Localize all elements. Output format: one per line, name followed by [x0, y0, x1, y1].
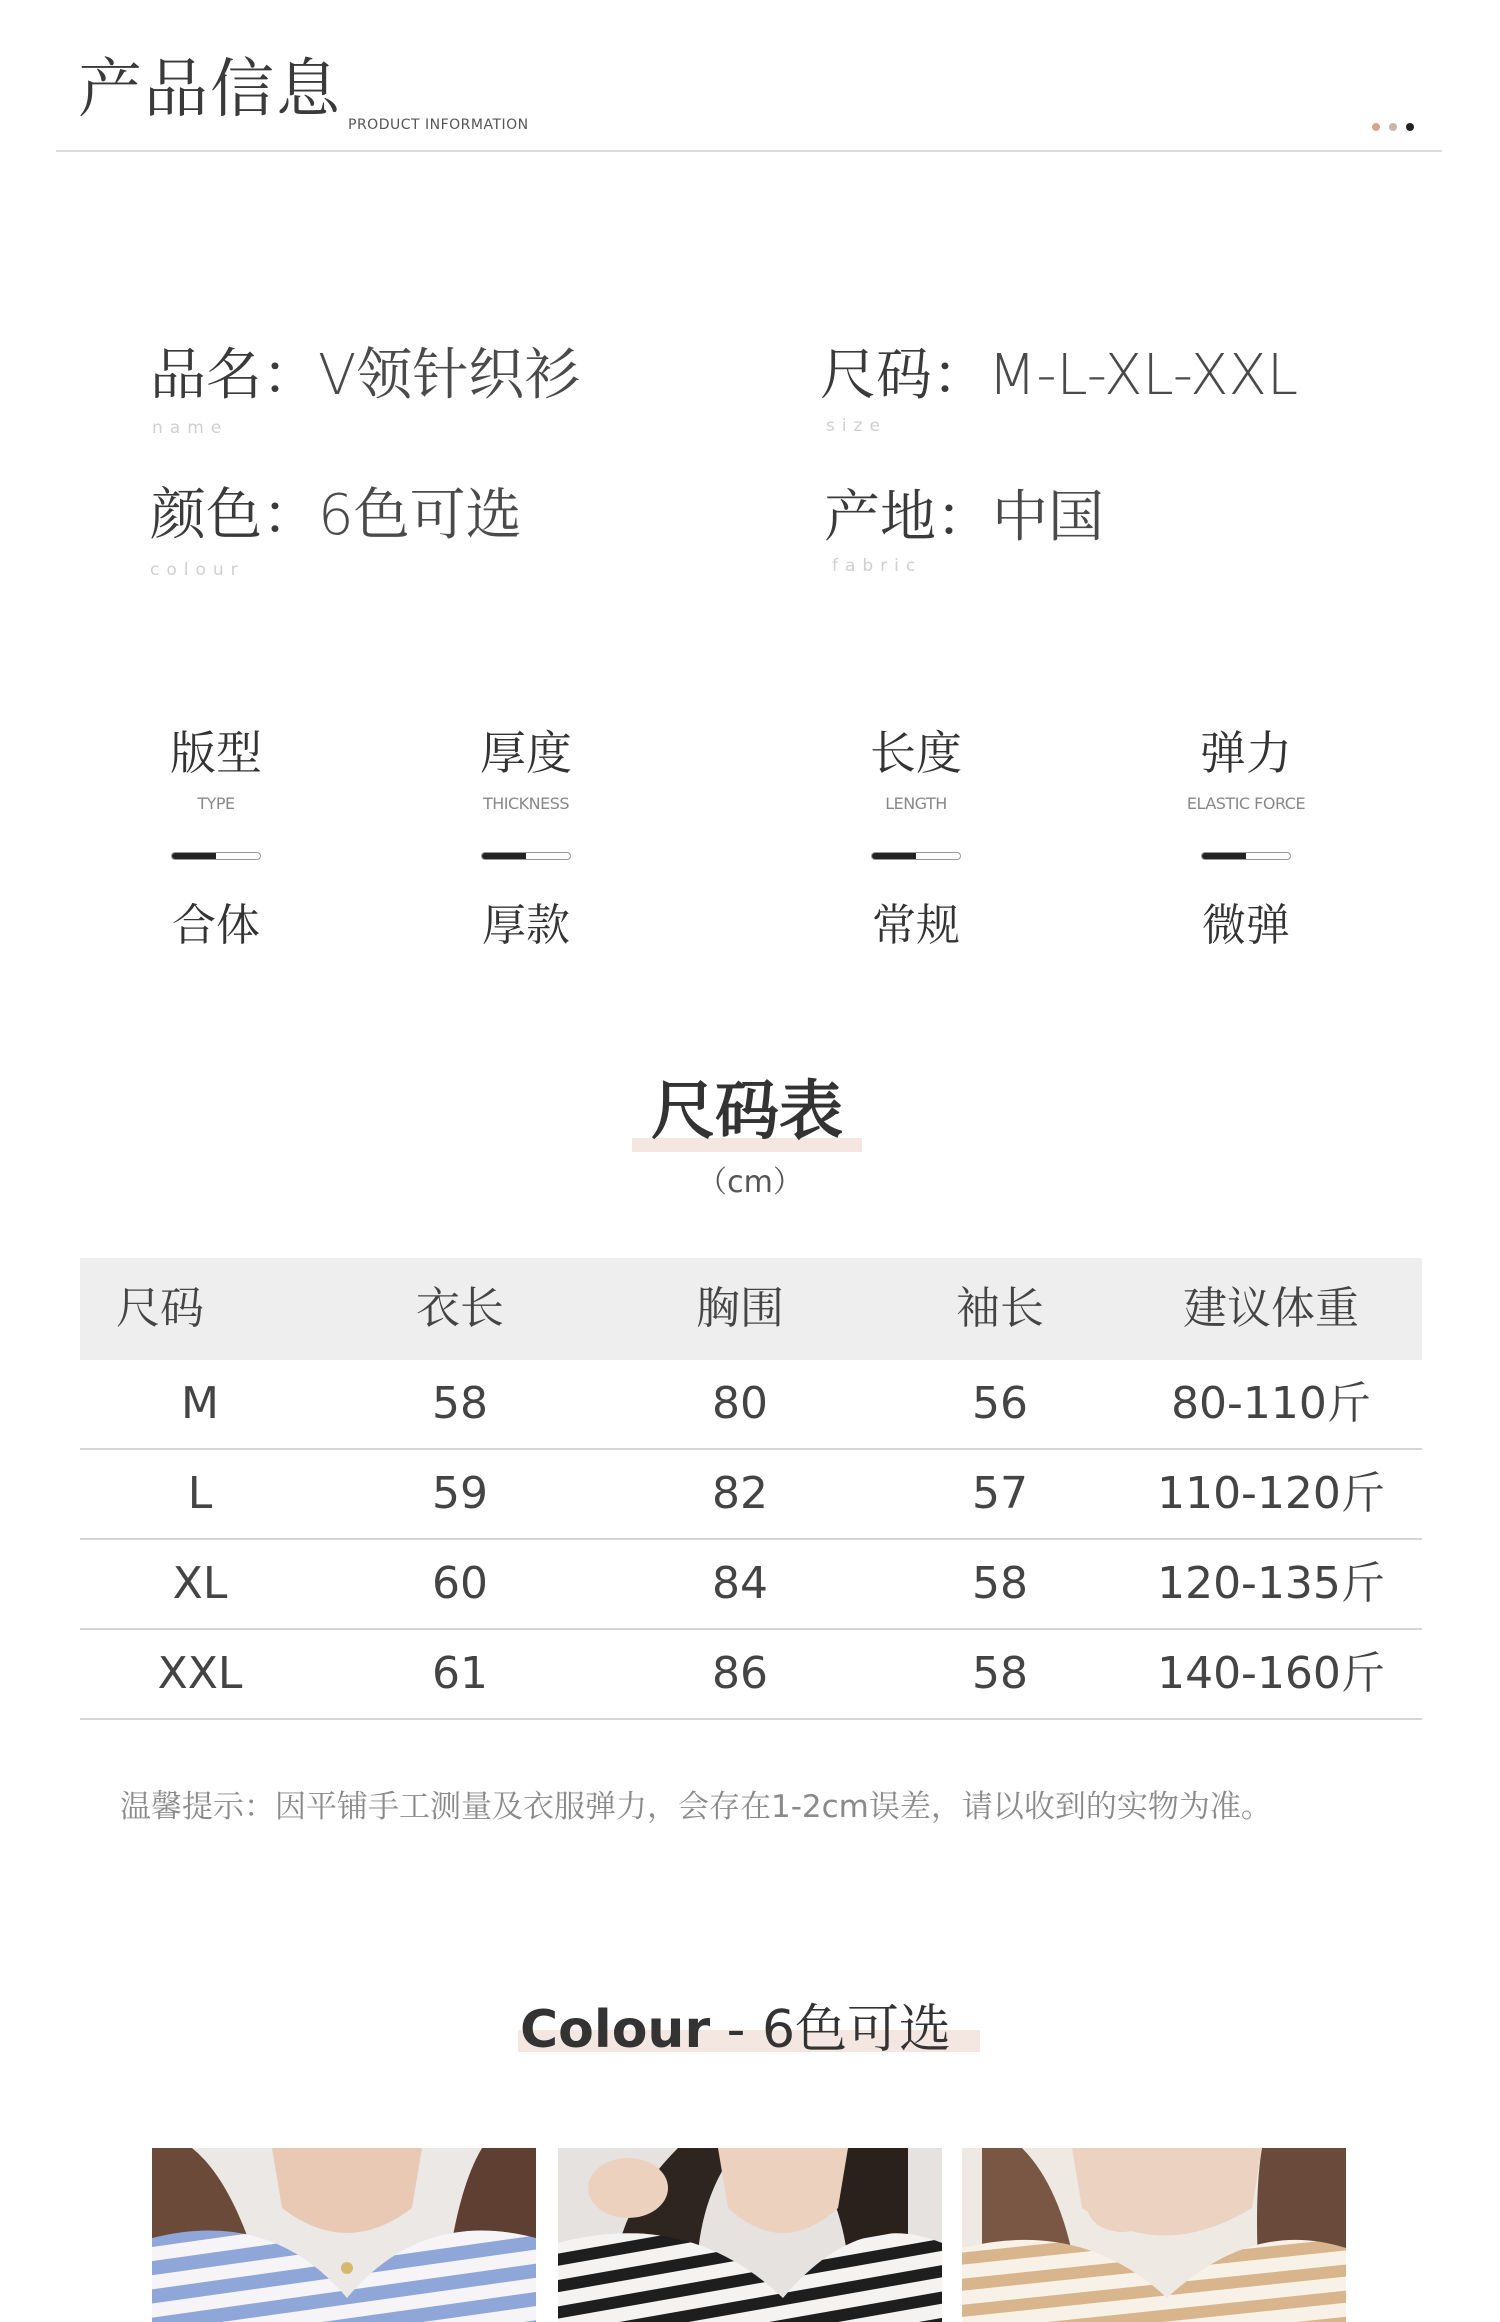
attribute-value: 合体 — [172, 900, 260, 951]
table-cell: 86 — [712, 1648, 768, 1699]
table-row — [80, 1540, 1422, 1630]
attribute-value: 微弹 — [1202, 900, 1290, 951]
info-en-label: colour — [150, 560, 245, 580]
colour-title-en: Colour — [520, 2000, 711, 2060]
table-row — [80, 1450, 1422, 1540]
dot — [1372, 123, 1380, 131]
info-label: 尺码： — [820, 343, 988, 408]
colour-title-sep: - — [710, 2000, 762, 2060]
sweater-photo-tan — [962, 2148, 1346, 2322]
attribute-title: 厚度 — [480, 726, 572, 780]
info-name — [150, 343, 581, 408]
attribute-level-fill — [872, 853, 916, 859]
table-cell: 80 — [712, 1378, 768, 1429]
attribute-thickness — [406, 726, 646, 951]
table-header — [80, 1258, 1422, 1360]
attribute-en: THICKNESS — [482, 794, 570, 813]
info-label: 品名： — [150, 343, 318, 408]
size-table — [80, 1258, 1422, 1720]
info-color — [150, 483, 522, 548]
colour-swatch-photo[interactable] — [962, 2148, 1346, 2322]
attribute-en: TYPE — [197, 794, 235, 813]
section-title: 产品信息 — [78, 53, 342, 127]
attribute-en: ELASTIC FORCE — [1186, 794, 1306, 813]
info-size — [820, 343, 1299, 408]
section-subtitle: PRODUCT INFORMATION — [348, 117, 529, 133]
table-cell: 58 — [972, 1648, 1028, 1699]
table-cell: XXL — [157, 1648, 243, 1699]
table-cell: 80-110斤 — [1171, 1378, 1371, 1429]
header-cell: 胸围 — [696, 1283, 784, 1334]
info-origin — [824, 485, 1104, 550]
table-cell: 58 — [972, 1558, 1028, 1609]
attribute-title: 版型 — [170, 726, 262, 780]
sweater-photo-black — [558, 2148, 942, 2322]
attribute-value: 常规 — [872, 900, 960, 951]
colour-heading — [520, 2000, 1000, 2060]
size-chart-heading — [620, 1075, 874, 1149]
size-chart-title: 尺码表 — [651, 1075, 843, 1149]
table-cell: 58 — [432, 1378, 488, 1429]
info-en-label: name — [152, 418, 229, 438]
size-chart-unit: （cm） — [697, 1165, 803, 1200]
attribute-level-bar — [481, 852, 571, 860]
table-cell: L — [187, 1468, 213, 1519]
info-label: 产地： — [824, 485, 992, 550]
colour-title-cn: 6色可选 — [761, 2000, 952, 2060]
info-value: M-L-XL-XXL — [988, 343, 1299, 408]
table-cell: 110-120斤 — [1157, 1468, 1385, 1519]
table-cell: 56 — [972, 1378, 1028, 1429]
dot — [1406, 123, 1414, 131]
table-row — [80, 1630, 1422, 1720]
attribute-level-fill — [172, 853, 216, 859]
attribute-level-fill — [482, 853, 526, 859]
measurement-tip: 温馨提示：因平铺手工测量及衣服弹力，会存在1-2cm误差，请以收到的实物为准。 — [120, 1789, 1272, 1825]
table-cell: M — [181, 1378, 219, 1429]
table-cell: 82 — [712, 1468, 768, 1519]
header-cell: 建议体重 — [1183, 1283, 1359, 1334]
table-cell: 60 — [432, 1558, 488, 1609]
info-value: 6色可选 — [318, 483, 522, 548]
colour-swatch-photo[interactable] — [152, 2148, 536, 2322]
table-cell: 120-135斤 — [1157, 1558, 1385, 1609]
attribute-level-bar — [171, 852, 261, 860]
attribute-en: LENGTH — [885, 794, 947, 813]
more-dots-icon — [1372, 116, 1423, 135]
table-cell: XL — [172, 1558, 228, 1609]
attribute-level-bar — [871, 852, 961, 860]
table-cell: 84 — [712, 1558, 768, 1609]
colour-swatch-photo[interactable] — [558, 2148, 942, 2322]
attribute-type — [96, 726, 336, 951]
attribute-title: 长度 — [870, 726, 962, 780]
header-cell: 袖长 — [956, 1283, 1044, 1334]
info-value: 中国 — [992, 485, 1104, 550]
attribute-title: 弹力 — [1200, 726, 1292, 780]
info-label: 颜色： — [150, 483, 318, 548]
table-cell: 140-160斤 — [1157, 1648, 1385, 1699]
attribute-level-fill — [1202, 853, 1246, 859]
attribute-value: 厚款 — [482, 900, 570, 951]
header-cell: 尺码 — [116, 1283, 204, 1334]
info-en-label: size — [826, 416, 887, 436]
header-cell: 衣长 — [416, 1283, 504, 1334]
table-cell: 59 — [432, 1468, 488, 1519]
header-divider — [56, 150, 1442, 152]
attribute-elastic — [1126, 726, 1366, 951]
table-cell: 57 — [972, 1468, 1028, 1519]
info-value: V领针织衫 — [318, 343, 581, 408]
table-row — [80, 1360, 1422, 1450]
dot — [1389, 123, 1397, 131]
info-en-label: fabric — [832, 556, 923, 576]
attribute-length — [796, 726, 1036, 951]
sweater-photo-blue — [152, 2148, 536, 2322]
table-cell: 61 — [432, 1648, 488, 1699]
attribute-level-bar — [1201, 852, 1291, 860]
